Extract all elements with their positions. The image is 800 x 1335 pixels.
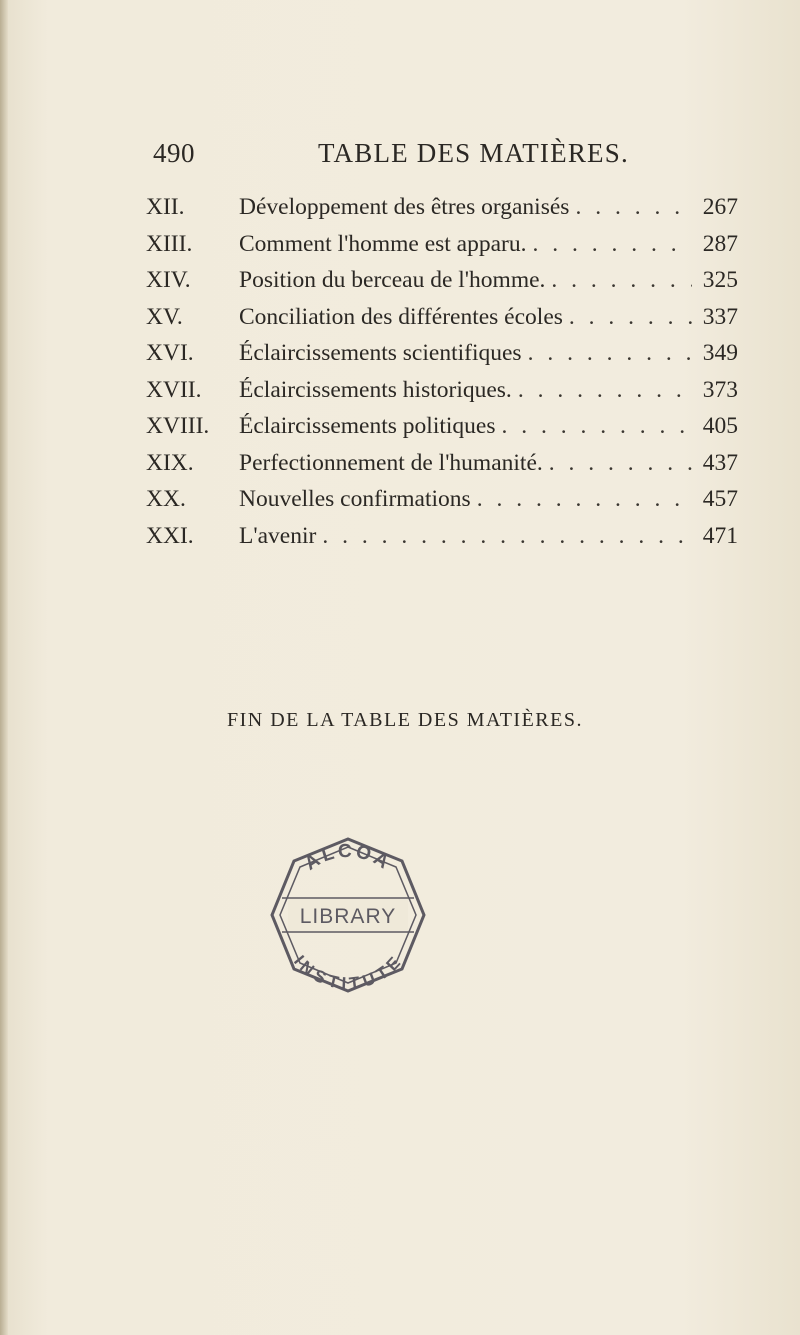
dot-leader [528,340,692,367]
toc-entry [146,450,738,487]
page-binding-edge [0,0,8,1335]
chapter-number: XX. [146,486,186,512]
dot-leader [501,413,692,440]
toc-entry [146,194,738,231]
table-of-contents [146,194,738,559]
chapter-page: 287 [702,230,738,257]
toc-entry [146,486,738,523]
chapter-title: Comment l'homme est apparu. [239,230,527,257]
end-of-contents-note: FIN DE LA TABLE DES MATIÈRES. [227,709,583,731]
chapter-page: 349 [702,340,738,366]
toc-entry [146,267,738,304]
stamp-ring-bottom: INSTITUTE [290,951,406,994]
dot-leader [533,231,693,258]
chapter-page: 337 [702,303,738,330]
dot-leader [518,377,692,404]
dot-leader [477,486,692,513]
toc-entry [146,340,738,377]
chapter-number: XV. [146,303,183,330]
chapter-page: 325 [702,267,738,293]
chapter-number: XIX. [146,449,194,476]
chapter-title: Éclaircissements historiques. [239,376,512,403]
running-title: TABLE DES MATIÈRES. [318,138,629,168]
chapter-page: 457 [702,486,738,512]
chapter-title: Développement des êtres organisés [239,194,570,220]
chapter-title: Position du berceau de l'homme. [239,267,546,293]
chapter-number: XII. [146,194,185,220]
chapter-page: 405 [702,413,738,439]
toc-entry [146,523,738,560]
chapter-page: 471 [702,522,738,549]
dot-leader [551,267,692,294]
chapter-number: XIII. [146,230,193,257]
chapter-number: XXI. [146,522,194,549]
toc-entry [146,231,738,268]
chapter-title: Éclaircissements politiques [239,413,496,439]
chapter-page: 373 [702,376,738,403]
page-header [153,138,733,178]
chapter-title: Conciliation des différentes écoles [239,303,563,330]
dot-leader [322,523,692,550]
dot-leader [575,194,692,221]
chapter-number: XVII. [146,376,202,403]
dot-leader [549,450,692,477]
page-number: 490 [153,138,195,168]
chapter-title: Nouvelles confirmations [239,486,471,512]
toc-entry [146,304,738,341]
chapter-number: XVIII. [146,413,210,439]
chapter-number: XIV. [146,267,191,293]
library-stamp-icon [268,835,428,995]
toc-entry [146,413,738,450]
chapter-title: Perfectionnement de l'humanité. [239,449,543,476]
dot-leader [569,304,692,331]
stamp-label: LIBRARY [299,905,397,928]
stamp-ring-top: ALCOA [301,840,395,875]
toc-entry [146,377,738,414]
chapter-page: 267 [702,194,738,220]
chapter-number: XVI. [146,340,194,366]
chapter-title: L'avenir [239,522,317,549]
chapter-title: Éclaircissements scientifiques [239,340,522,366]
chapter-page: 437 [702,449,738,476]
